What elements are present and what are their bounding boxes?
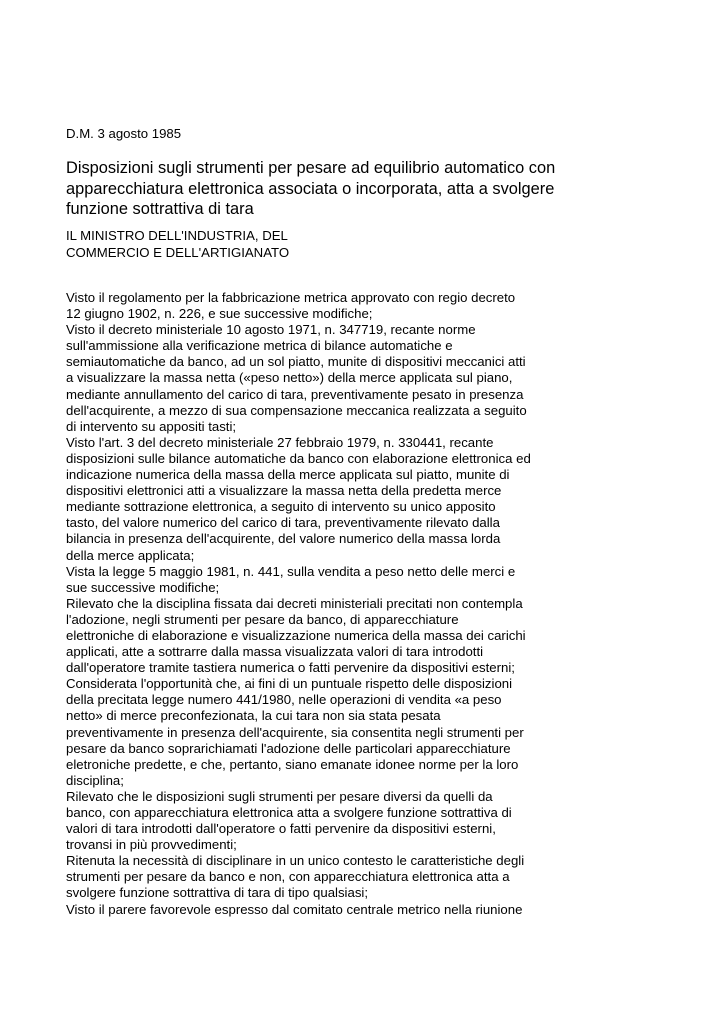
body-line: mediante annullamento del carico di tara, preventivamente pesato in presenza xyxy=(66,386,524,402)
body-line: Visto il regolamento per la fabbricazione metrica approvato con regio decreto xyxy=(66,290,516,305)
body-line: preventivamente in presenza dell'acquirente, sia consentita negli strumenti per xyxy=(66,724,524,740)
body-line: l'adozione, negli strumenti per pesare da banco, di apparecchiature xyxy=(66,611,459,627)
body-line: applicati, atte a sottrarre dalla massa visualizzata valori di tara introdotti xyxy=(66,644,484,660)
body-line: Considerata l'opportunità che, ai fini di un puntuale rispetto delle disposizioni xyxy=(66,676,513,692)
body-line: sull'ammissione alla verificazione metrica di bilance automatiche e xyxy=(66,338,453,354)
body-line: netto» di merce preconfezionata, la cui tara non sia stata pesata xyxy=(66,708,441,724)
body-line: sue successive modifiche; xyxy=(66,579,220,595)
body-line: svolgere funzione sottrattiva di tara di tipo qualsiasi; xyxy=(66,885,369,901)
body-line: strumenti per pesare da banco e non, con apparecchiatura elettronica atta a xyxy=(66,869,510,885)
body-line: Visto il decreto ministeriale 10 agosto 1971, n. 347719, recante norme xyxy=(66,322,476,338)
body-line: Rilevato che la disciplina fissata dai decreti ministeriali precitati non contempla xyxy=(66,595,523,611)
body-line: 12 giugno 1902, n. 226, e sue successive modifiche; xyxy=(66,306,373,322)
body-line: Vista la legge 5 maggio 1981, n. 441, sulla vendita a peso netto delle merci e xyxy=(66,563,516,579)
body-line: dispositivi elettronici atti a visualizzare la massa netta della predetta merce xyxy=(66,483,502,499)
decree-date: D.M. 3 agosto 1985 xyxy=(66,126,182,141)
body-line: Rilevato che le disposizioni sugli strumenti per pesare diversi da quelli da xyxy=(66,788,493,804)
authority-line: IL MINISTRO DELL'INDUSTRIA, DEL xyxy=(66,228,288,243)
title-line: Disposizioni sugli strumenti per pesare ad equilibrio automatico con xyxy=(66,159,556,177)
issuing-authority xyxy=(66,228,289,261)
body-line: disciplina; xyxy=(66,772,124,788)
decree-title xyxy=(66,158,556,220)
body-line: mediante sottrazione elettronica, a seguito di intervento su unico apposito xyxy=(66,499,496,515)
body-line: pesare da banco soprarichiamati l'adozione delle particolari apparecchiature xyxy=(66,740,511,756)
decree-preamble xyxy=(66,290,556,918)
body-line: della precitata legge numero 441/1980, nelle operazioni di vendita «a peso xyxy=(66,692,502,708)
body-line: trovansi in più provvedimenti; xyxy=(66,837,237,853)
body-line: dell'acquirente, a mezzo di sua compensazione meccanica realizzata a seguito xyxy=(66,402,527,418)
body-line: della merce applicata; xyxy=(66,547,195,563)
body-line: eletroniche predette, e che, pertanto, siano emanate idonee norme per la loro xyxy=(66,756,519,772)
body-line: banco, con apparecchiatura elettronica atta a svolgere funzione sottrattiva di xyxy=(66,805,512,820)
authority-line: COMMERCIO E DELL'ARTIGIANATO xyxy=(66,244,290,260)
body-line: valori di tara introdotti dall'operatore o fatti pervenire da dispositivi esterni, xyxy=(66,821,496,837)
body-line: Ritenuta la necessità di disciplinare in un unico contesto le caratteristiche degli xyxy=(66,853,525,869)
body-line: di intervento su appositi tasti; xyxy=(66,418,237,434)
body-line: bilancia in presenza dell'acquirente, del valore numerico della massa lorda xyxy=(66,531,501,547)
title-line: apparecchiatura elettronica associata o incorporata, atta a svolgere xyxy=(66,179,555,198)
body-line: elettroniche di elaborazione e visualizzazione numerica della massa dei carichi xyxy=(66,627,526,643)
body-line: dall'operatore tramite tastiera numerica o fatti pervenire da dispositivi esterni; xyxy=(66,660,515,676)
body-line: indicazione numerica della massa della merce applicata sul piatto, munite di xyxy=(66,467,510,483)
body-line: disposizioni sulle bilance automatiche da banco con elaborazione elettronica ed xyxy=(66,450,531,466)
title-line: funzione sottrattiva di tara xyxy=(66,200,254,218)
body-line: Visto il parere favorevole espresso dal comitato centrale metrico nella riunione xyxy=(66,901,523,917)
body-line: tasto, del valore numerico del carico di tara, preventivamente rilevato dalla xyxy=(66,515,500,531)
body-line: a visualizzare la massa netta («peso netto») della merce applicata sul piano, xyxy=(66,370,513,386)
body-line: Visto l'art. 3 del decreto ministeriale 27 febbraio 1979, n. 330441, recante xyxy=(66,434,494,450)
body-line: semiautomatiche da banco, ad un sol piatto, munite di dispositivi meccanici atti xyxy=(66,354,526,370)
